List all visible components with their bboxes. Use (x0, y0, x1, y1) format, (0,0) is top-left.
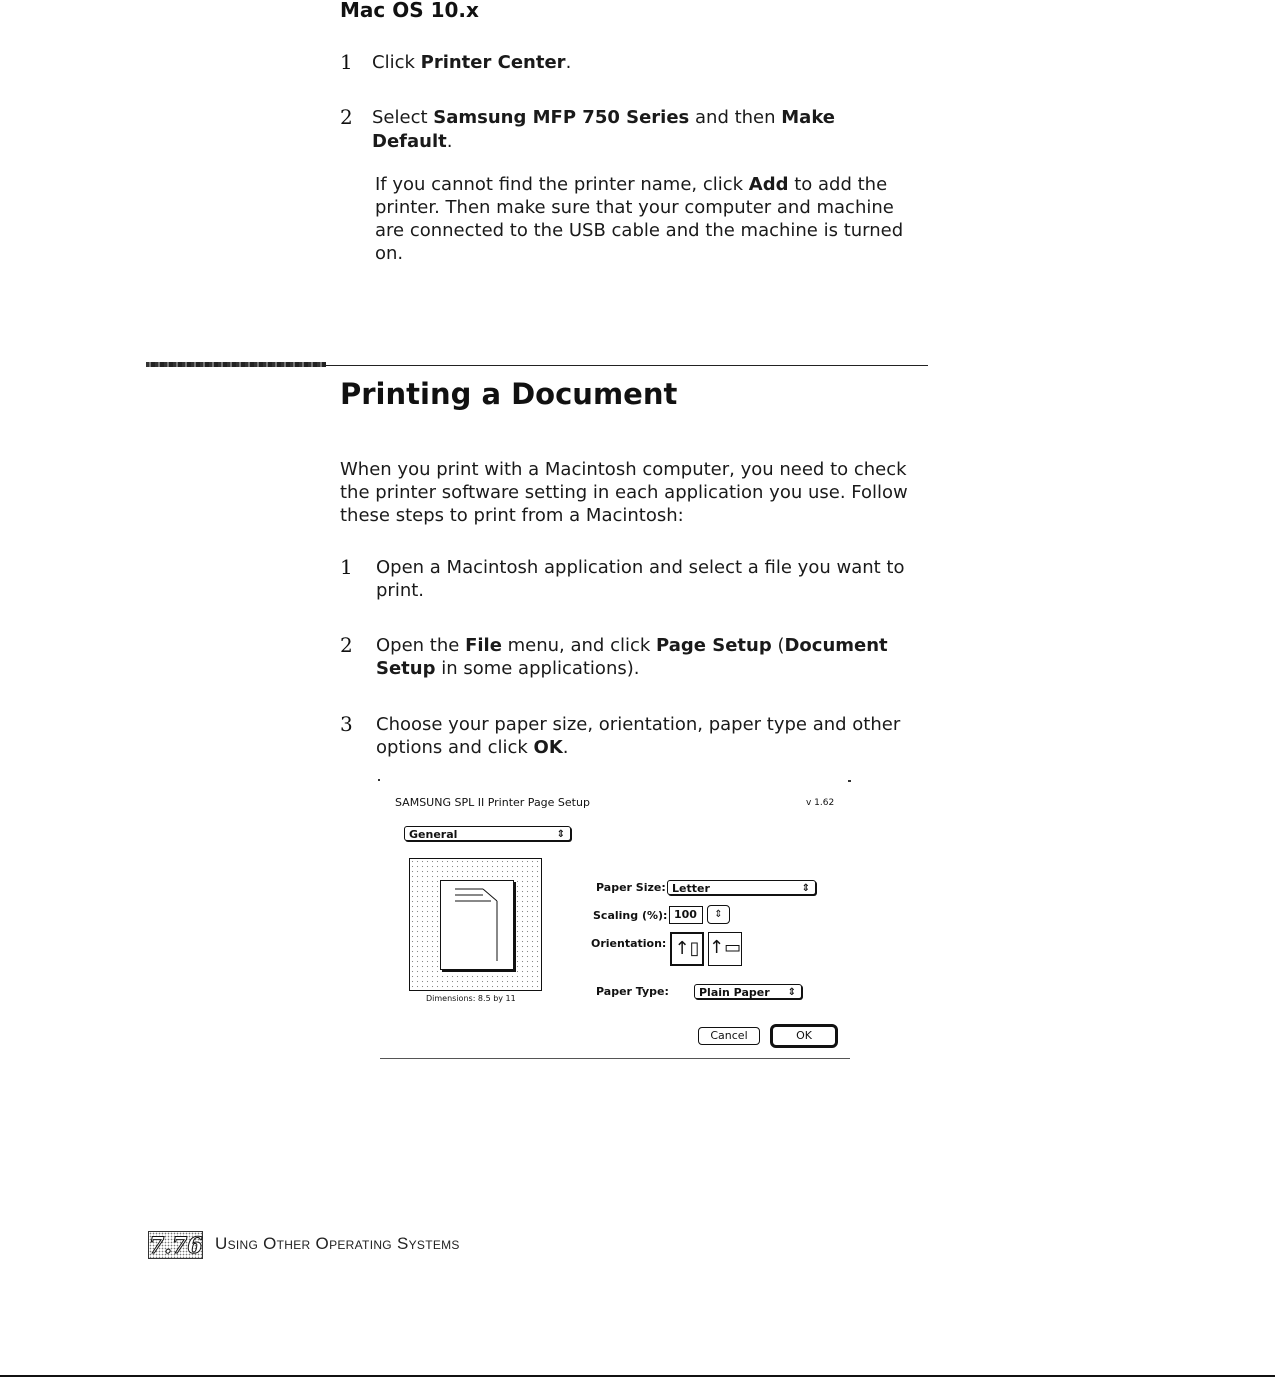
paper-type-value: Plain Paper (699, 986, 770, 999)
step-text: Click Printer Center. (372, 52, 572, 73)
cancel-button[interactable]: Cancel (698, 1027, 760, 1045)
scaling-label: Scaling (%): (593, 909, 668, 922)
paper-type-label: Paper Type: (596, 985, 669, 998)
step-number: 3 (340, 712, 353, 736)
updown-arrow-icon: ⇕ (787, 987, 796, 998)
orientation-portrait-button[interactable] (670, 932, 704, 966)
portrait-icon: ↑▯ (674, 938, 700, 959)
step-number: 2 (340, 633, 353, 657)
intro-paragraph: When you print with a Macintosh computer, you need to check the printer software setting in each application you use. Follow these steps to print from a Macintosh: (340, 459, 908, 526)
step-number: 1 (340, 50, 353, 74)
page-bottom-rule (0, 1375, 1275, 1377)
scaling-input[interactable]: 100 (669, 906, 703, 924)
updown-arrow-icon: ⇕ (801, 883, 810, 894)
step-number: 2 (340, 105, 353, 129)
paper-size-value: Letter (672, 882, 710, 895)
preview-dimensions: Dimensions: 8.5 by 11 (426, 994, 516, 1003)
dialog-corner-mark (378, 779, 380, 781)
page-preview-sheet (440, 880, 514, 970)
paper-size-select[interactable] (667, 880, 816, 895)
orientation-label: Orientation: (591, 937, 667, 950)
ok-button[interactable]: OK (770, 1024, 838, 1048)
page-number-badge: 7.76 (149, 1233, 203, 1259)
panel-select-value: General (409, 828, 458, 841)
subsection-heading: Mac OS 10.x (340, 0, 479, 22)
step-text: Select Samsung MFP 750 Series and then Make Default. (372, 107, 836, 152)
dialog-title: SAMSUNG SPL II Printer Page Setup (395, 796, 590, 809)
note-paragraph: If you cannot find the printer name, click Add to add the printer. Then make sure that your computer and machine are connected to the USB cable and the machine is turned on. (375, 174, 904, 264)
orientation-landscape-button[interactable] (708, 932, 742, 966)
section-title: Printing a Document (340, 377, 678, 411)
document-icon (441, 881, 513, 969)
section-rule (325, 365, 928, 366)
step-text: Open a Macintosh application and select a file you want to print. (376, 557, 905, 601)
dialog-bottom-rule (380, 1058, 850, 1059)
scaling-stepper[interactable]: ⇕ (707, 905, 730, 924)
step-text: Open the File menu, and click Page Setup (Document Setup in some applications). (376, 635, 888, 679)
paper-type-select[interactable] (694, 984, 802, 999)
section-rule-accent (146, 362, 326, 367)
panel-select[interactable] (404, 826, 571, 841)
landscape-icon: ↑▭ (709, 937, 742, 958)
dialog-version: v 1.62 (806, 798, 835, 808)
step-number: 1 (340, 555, 353, 579)
step-text: Choose your paper size, orientation, paper type and other options and click OK. (376, 714, 901, 758)
dialog-corner-mark (848, 780, 851, 782)
paper-size-label: Paper Size: (596, 881, 666, 894)
updown-arrow-icon: ⇕ (556, 829, 565, 840)
footer-chapter-title: Using Other Operating Systems (215, 1234, 460, 1253)
